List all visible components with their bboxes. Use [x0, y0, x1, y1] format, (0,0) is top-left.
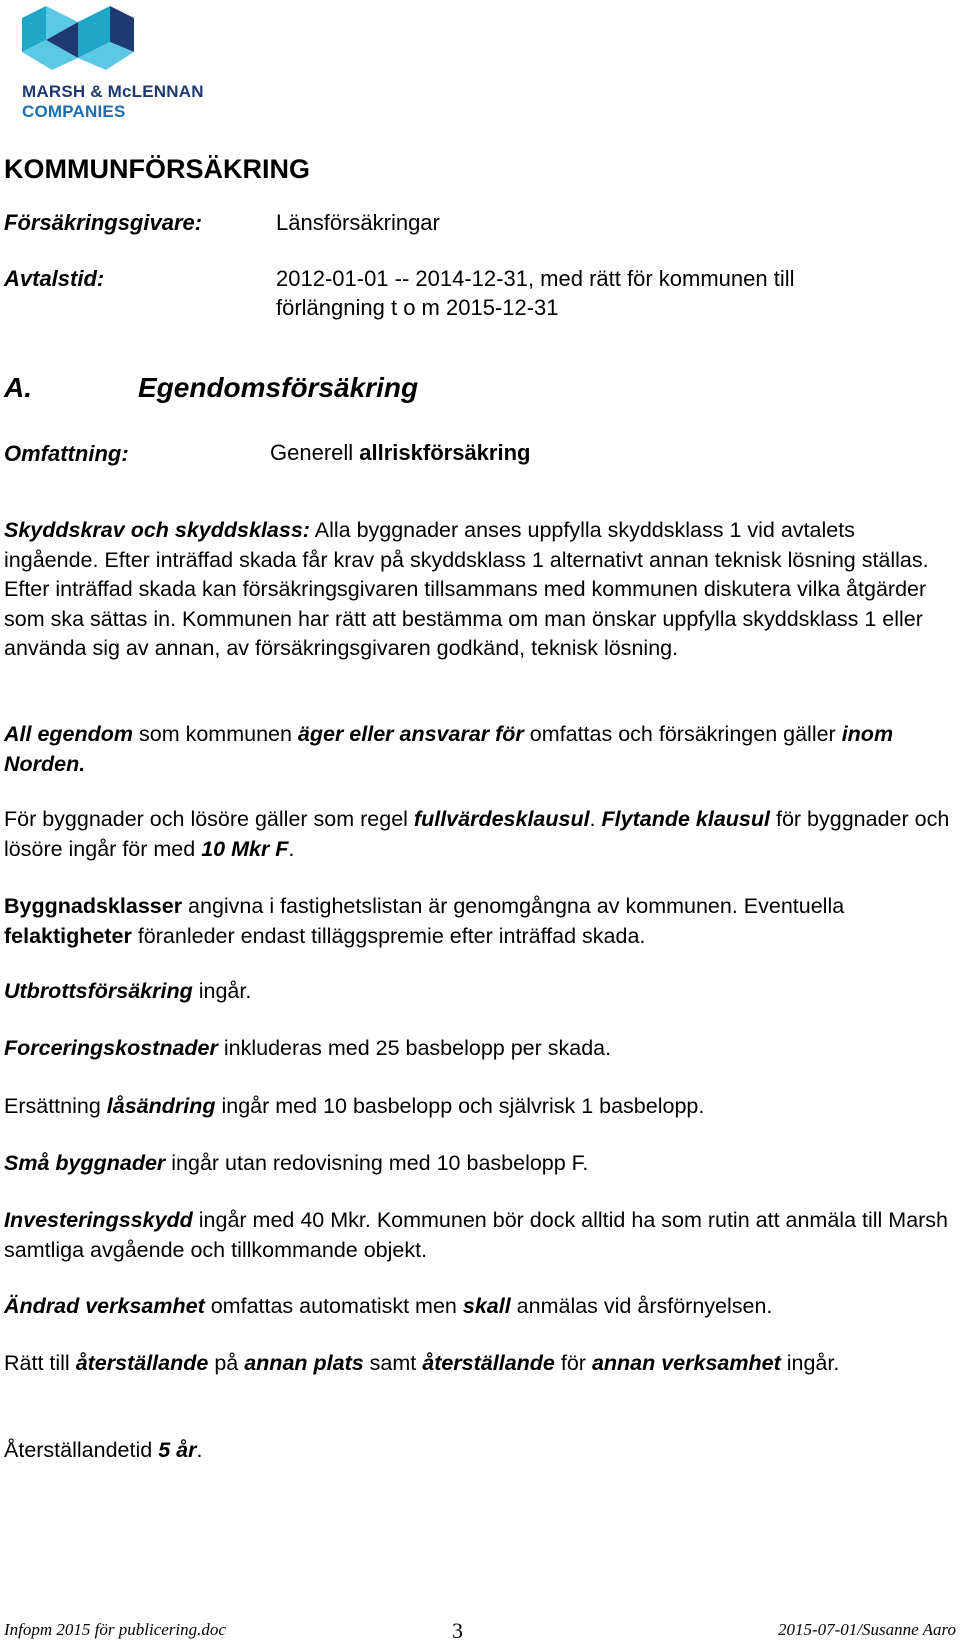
footer-date-author: 2015-07-01/Susanne Aaro — [777, 1620, 956, 1639]
value-clause-paragraph — [4, 805, 954, 864]
restore-time-text-0: Återställandetid — [4, 1438, 159, 1462]
insurer-value: Länsförsäkringar — [276, 210, 440, 235]
building-classes-paragraph — [4, 892, 954, 951]
restore-time-paragraph — [4, 1436, 954, 1466]
restore-bold-1: återställande — [75, 1351, 209, 1375]
small-bold: Små byggnader — [4, 1151, 166, 1175]
restore-text-0: Rätt till — [4, 1351, 76, 1375]
restore-paragraph — [4, 1349, 954, 1379]
term-label: Avtalstid: — [4, 266, 105, 291]
invest-text: ingår med 40 Mkr. Kommunen bör dock alltid ha som rutin att anmäla till Marsh samtliga avgående och tillkommande objekt. — [4, 1208, 949, 1262]
value-bold-3: 10 Mkr F — [201, 836, 289, 861]
small-buildings-paragraph — [4, 1149, 954, 1179]
lock-bold: låsändring — [106, 1094, 216, 1118]
restore-time-text-1: . — [196, 1438, 203, 1462]
classes-bold-2: felaktigheter — [4, 923, 132, 948]
value-text-3: för byggnader och lösöre ingår för med — [4, 807, 950, 861]
changed-bold-2: skall — [462, 1294, 511, 1318]
small-text: ingår utan redovisning med 10 basbelopp F. — [165, 1151, 589, 1175]
value-text-4: . — [288, 836, 295, 861]
lock-text-0: Ersättning — [4, 1094, 107, 1118]
section-title: Egendomsförsäkring — [138, 372, 419, 403]
property-text-2: omfattas och försäkringen gäller — [523, 722, 842, 746]
forcing-text: inkluderas med 25 basbelopp per skada. — [217, 1036, 612, 1060]
lock-change-paragraph — [4, 1092, 954, 1122]
restore-time-bold: 5 år — [158, 1438, 197, 1462]
term-line1: 2012-01-01 -- 2014-12-31, med rätt för kommunen till — [276, 266, 795, 291]
value-text-1: För byggnader och lösöre gäller som regel — [4, 807, 414, 831]
invest-bold: Investeringsskydd — [4, 1208, 193, 1232]
classes-bold-1: Byggnadsklasser — [4, 894, 183, 918]
property-text-1: som kommunen — [133, 722, 298, 746]
company-logo — [18, 6, 218, 121]
restore-bold-2: annan plats — [244, 1351, 364, 1375]
changed-text-2: anmälas vid årsförnyelsen. — [510, 1294, 773, 1318]
property-bold-3: inom Norden. — [4, 722, 894, 776]
scope-label: Omfattning: — [4, 441, 129, 466]
changed-business-paragraph — [4, 1292, 954, 1322]
classes-text-1: angivna i fastighetslistan är genomgångna av kommunen. Eventuella — [182, 894, 845, 918]
restore-text-3: för — [554, 1351, 592, 1375]
scope-type: allriskförsäkring — [359, 440, 531, 465]
footer-filename: Infopm 2015 för publicering.doc — [4, 1620, 226, 1639]
property-paragraph — [4, 720, 954, 779]
logo-text-line1: MARSH & McLENNAN — [22, 82, 204, 101]
restore-bold-4: annan verksamhet — [591, 1351, 781, 1375]
property-bold-2: äger eller ansvarar för — [297, 722, 524, 746]
changed-text-1: omfattas automatiskt men — [204, 1294, 463, 1318]
investment-paragraph — [4, 1206, 954, 1265]
value-text-2: . — [589, 807, 602, 831]
protection-paragraph — [4, 516, 954, 664]
changed-bold-1: Ändrad verksamhet — [4, 1294, 205, 1318]
forcing-paragraph — [4, 1034, 954, 1064]
logo-mark-icon — [22, 6, 142, 76]
lock-text-1: ingår med 10 basbelopp och självrisk 1 basbelopp. — [215, 1094, 705, 1118]
page-number: 3 — [452, 1618, 463, 1643]
page-title: KOMMUNFÖRSÄKRING — [4, 154, 310, 184]
classes-text-2: föranleder endast tilläggspremie efter inträffad skada. — [131, 923, 646, 948]
restore-text-2: samt — [363, 1351, 423, 1375]
restore-bold-3: återställande — [422, 1351, 555, 1375]
value-bold-1: fullvärdesklausul — [413, 807, 590, 831]
breakout-paragraph — [4, 977, 954, 1007]
term-line2: förlängning t o m 2015-12-31 — [276, 295, 559, 320]
logo-text-line2: COMPANIES — [22, 102, 126, 121]
scope-value — [270, 440, 530, 466]
forcing-bold: Forceringskostnader — [4, 1036, 218, 1060]
restore-text-1: på — [208, 1351, 245, 1375]
section-letter: A. — [4, 372, 32, 403]
value-bold-2: Flytande klausul — [601, 807, 770, 831]
scope-prefix: Generell — [270, 440, 360, 465]
property-bold-1: All egendom — [4, 722, 134, 746]
breakout-bold: Utbrottsförsäkring — [4, 979, 193, 1003]
breakout-text: ingår. — [192, 979, 252, 1003]
restore-text-4: ingår. — [780, 1351, 840, 1375]
protection-text: Alla byggnader anses uppfylla skyddsklass 1 vid avtalets ingående. Efter inträffad skada får krav på skyddsklass 1 alternativt annan teknisk lösning ställas. Efter inträffad skada kan försäkringsgivaren tillsammans med kommunen diskutera vilka åtgärder som ska sättas in. Kommunen har rätt att bestämma om man önskar uppfylla skyddsklass 1 eller använda sig av annan, av försäkringsgivaren godkänd, teknisk lösning. — [4, 518, 929, 660]
protection-heading: Skyddskrav och skyddsklass: — [4, 518, 310, 542]
insurer-label: Försäkringsgivare: — [4, 210, 203, 235]
